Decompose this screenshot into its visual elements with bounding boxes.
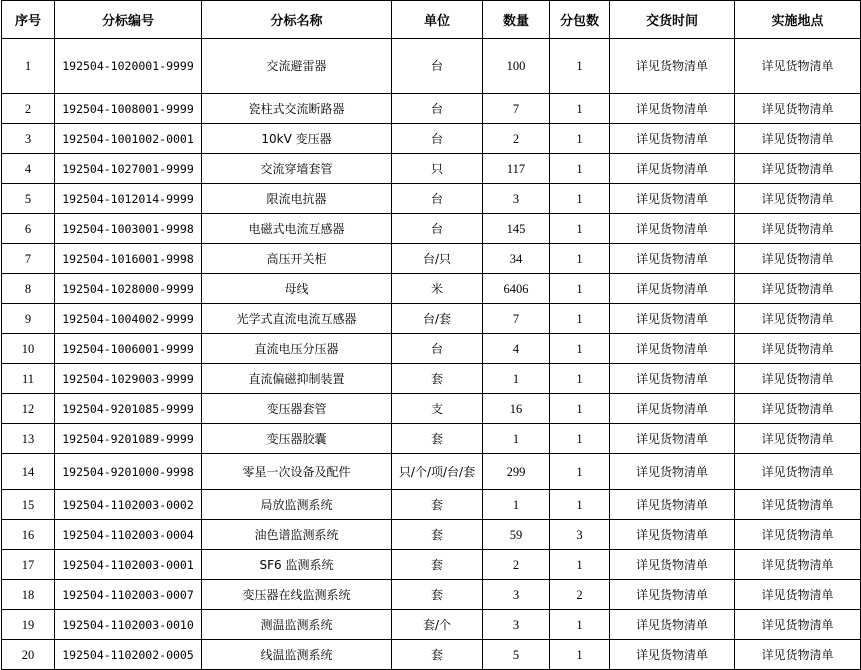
table-row bbox=[2, 610, 861, 640]
cell-delivery: 详见货物清单 bbox=[610, 424, 735, 454]
cell-qty: 3 bbox=[483, 184, 550, 214]
cell-delivery: 详见货物清单 bbox=[610, 394, 735, 424]
cell-name: 变压器在线监测系统 bbox=[202, 580, 392, 610]
cell-qty: 100 bbox=[483, 39, 550, 94]
cell-code: 192504-9201085-9999 bbox=[55, 394, 202, 424]
cell-location: 详见货物清单 bbox=[735, 490, 861, 520]
cell-unit: 台 bbox=[392, 214, 483, 244]
header-pkg: 分包数 bbox=[550, 1, 610, 39]
cell-no: 4 bbox=[2, 154, 55, 184]
cell-unit: 只/个/项/台/套 bbox=[392, 454, 483, 490]
table-row bbox=[2, 490, 861, 520]
cell-code: 192504-1029003-9999 bbox=[55, 364, 202, 394]
cell-delivery: 详见货物清单 bbox=[610, 184, 735, 214]
table-row bbox=[2, 124, 861, 154]
cell-code: 192504-1102003-0002 bbox=[55, 490, 202, 520]
cell-pkg: 1 bbox=[550, 214, 610, 244]
cell-delivery: 详见货物清单 bbox=[610, 580, 735, 610]
table-row bbox=[2, 334, 861, 364]
cell-name: 线温监测系统 bbox=[202, 640, 392, 670]
table-row bbox=[2, 214, 861, 244]
cell-name: 10kV 变压器 bbox=[202, 124, 392, 154]
cell-no: 20 bbox=[2, 640, 55, 670]
table-row bbox=[2, 550, 861, 580]
cell-no: 3 bbox=[2, 124, 55, 154]
cell-qty: 1 bbox=[483, 490, 550, 520]
cell-pkg: 1 bbox=[550, 304, 610, 334]
cell-unit: 套 bbox=[392, 364, 483, 394]
cell-unit: 套 bbox=[392, 520, 483, 550]
cell-no: 6 bbox=[2, 214, 55, 244]
cell-location: 详见货物清单 bbox=[735, 610, 861, 640]
cell-no: 9 bbox=[2, 304, 55, 334]
table-row bbox=[2, 364, 861, 394]
cell-delivery: 详见货物清单 bbox=[610, 610, 735, 640]
cell-unit: 套 bbox=[392, 424, 483, 454]
cell-pkg: 1 bbox=[550, 394, 610, 424]
cell-code: 192504-1102003-0010 bbox=[55, 610, 202, 640]
cell-name: 直流偏磁抑制装置 bbox=[202, 364, 392, 394]
cell-code: 192504-1006001-9999 bbox=[55, 334, 202, 364]
cell-no: 8 bbox=[2, 274, 55, 304]
cell-pkg: 1 bbox=[550, 244, 610, 274]
table-row bbox=[2, 304, 861, 334]
table-row bbox=[2, 274, 861, 304]
cell-pkg: 1 bbox=[550, 610, 610, 640]
cell-pkg: 1 bbox=[550, 490, 610, 520]
cell-code: 192504-1003001-9998 bbox=[55, 214, 202, 244]
cell-no: 10 bbox=[2, 334, 55, 364]
cell-unit: 台 bbox=[392, 94, 483, 124]
cell-no: 16 bbox=[2, 520, 55, 550]
cell-pkg: 1 bbox=[550, 550, 610, 580]
cell-name: 变压器套管 bbox=[202, 394, 392, 424]
cell-unit: 套 bbox=[392, 640, 483, 670]
cell-delivery: 详见货物清单 bbox=[610, 364, 735, 394]
table-body bbox=[2, 39, 861, 670]
cell-code: 192504-9201000-9998 bbox=[55, 454, 202, 490]
cell-code: 192504-1102002-0005 bbox=[55, 640, 202, 670]
cell-qty: 6406 bbox=[483, 274, 550, 304]
cell-pkg: 1 bbox=[550, 364, 610, 394]
cell-delivery: 详见货物清单 bbox=[610, 274, 735, 304]
cell-location: 详见货物清单 bbox=[735, 124, 861, 154]
cell-qty: 59 bbox=[483, 520, 550, 550]
cell-delivery: 详见货物清单 bbox=[610, 550, 735, 580]
header-delivery: 交货时间 bbox=[610, 1, 735, 39]
cell-name: 高压开关柜 bbox=[202, 244, 392, 274]
cell-name: 交流穿墙套管 bbox=[202, 154, 392, 184]
header-row bbox=[2, 1, 861, 39]
cell-location: 详见货物清单 bbox=[735, 94, 861, 124]
cell-pkg: 1 bbox=[550, 454, 610, 490]
cell-name: 限流电抗器 bbox=[202, 184, 392, 214]
cell-qty: 3 bbox=[483, 580, 550, 610]
cell-code: 192504-1020001-9999 bbox=[55, 39, 202, 94]
cell-pkg: 1 bbox=[550, 124, 610, 154]
cell-delivery: 详见货物清单 bbox=[610, 520, 735, 550]
cell-qty: 1 bbox=[483, 424, 550, 454]
cell-name: 零星一次设备及配件 bbox=[202, 454, 392, 490]
cell-code: 192504-1027001-9999 bbox=[55, 154, 202, 184]
cell-unit: 只 bbox=[392, 154, 483, 184]
cell-qty: 2 bbox=[483, 124, 550, 154]
cell-name: 油色谱监测系统 bbox=[202, 520, 392, 550]
cell-unit: 台 bbox=[392, 334, 483, 364]
cell-location: 详见货物清单 bbox=[735, 580, 861, 610]
cell-location: 详见货物清单 bbox=[735, 334, 861, 364]
cell-qty: 117 bbox=[483, 154, 550, 184]
cell-qty: 2 bbox=[483, 550, 550, 580]
cell-qty: 7 bbox=[483, 94, 550, 124]
cell-code: 192504-1004002-9999 bbox=[55, 304, 202, 334]
cell-unit: 套 bbox=[392, 580, 483, 610]
cell-location: 详见货物清单 bbox=[735, 304, 861, 334]
cell-name: SF6 监测系统 bbox=[202, 550, 392, 580]
cell-no: 14 bbox=[2, 454, 55, 490]
cell-qty: 3 bbox=[483, 610, 550, 640]
table-row bbox=[2, 154, 861, 184]
table-row bbox=[2, 184, 861, 214]
cell-unit: 台 bbox=[392, 39, 483, 94]
cell-qty: 7 bbox=[483, 304, 550, 334]
table-row bbox=[2, 640, 861, 670]
cell-name: 光学式直流电流互感器 bbox=[202, 304, 392, 334]
cell-no: 17 bbox=[2, 550, 55, 580]
bid-lot-table bbox=[1, 0, 861, 670]
cell-unit: 台 bbox=[392, 184, 483, 214]
cell-location: 详见货物清单 bbox=[735, 214, 861, 244]
cell-unit: 套/个 bbox=[392, 610, 483, 640]
cell-name: 变压器胶囊 bbox=[202, 424, 392, 454]
cell-no: 18 bbox=[2, 580, 55, 610]
cell-location: 详见货物清单 bbox=[735, 454, 861, 490]
cell-delivery: 详见货物清单 bbox=[610, 640, 735, 670]
cell-unit: 米 bbox=[392, 274, 483, 304]
table-row bbox=[2, 94, 861, 124]
cell-code: 192504-1016001-9998 bbox=[55, 244, 202, 274]
cell-qty: 16 bbox=[483, 394, 550, 424]
cell-name: 测温监测系统 bbox=[202, 610, 392, 640]
cell-qty: 1 bbox=[483, 364, 550, 394]
cell-no: 15 bbox=[2, 490, 55, 520]
cell-unit: 套 bbox=[392, 490, 483, 520]
cell-name: 母线 bbox=[202, 274, 392, 304]
cell-no: 11 bbox=[2, 364, 55, 394]
cell-location: 详见货物清单 bbox=[735, 274, 861, 304]
table-row bbox=[2, 580, 861, 610]
table-row bbox=[2, 454, 861, 490]
cell-pkg: 2 bbox=[550, 580, 610, 610]
cell-delivery: 详见货物清单 bbox=[610, 334, 735, 364]
cell-location: 详见货物清单 bbox=[735, 640, 861, 670]
cell-delivery: 详见货物清单 bbox=[610, 94, 735, 124]
cell-pkg: 1 bbox=[550, 274, 610, 304]
table-row bbox=[2, 394, 861, 424]
cell-code: 192504-1008001-9999 bbox=[55, 94, 202, 124]
cell-no: 1 bbox=[2, 39, 55, 94]
cell-pkg: 1 bbox=[550, 154, 610, 184]
header-location: 实施地点 bbox=[735, 1, 861, 39]
cell-pkg: 1 bbox=[550, 184, 610, 214]
cell-location: 详见货物清单 bbox=[735, 184, 861, 214]
cell-qty: 299 bbox=[483, 454, 550, 490]
cell-unit: 台/只 bbox=[392, 244, 483, 274]
cell-location: 详见货物清单 bbox=[735, 520, 861, 550]
cell-code: 192504-1012014-9999 bbox=[55, 184, 202, 214]
header-name: 分标名称 bbox=[202, 1, 392, 39]
cell-qty: 4 bbox=[483, 334, 550, 364]
cell-pkg: 3 bbox=[550, 520, 610, 550]
cell-name: 直流电压分压器 bbox=[202, 334, 392, 364]
cell-no: 2 bbox=[2, 94, 55, 124]
cell-location: 详见货物清单 bbox=[735, 550, 861, 580]
cell-no: 12 bbox=[2, 394, 55, 424]
cell-qty: 145 bbox=[483, 214, 550, 244]
cell-code: 192504-1001002-0001 bbox=[55, 124, 202, 154]
cell-name: 电磁式电流互感器 bbox=[202, 214, 392, 244]
cell-qty: 5 bbox=[483, 640, 550, 670]
table-row bbox=[2, 39, 861, 94]
cell-code: 192504-1102003-0004 bbox=[55, 520, 202, 550]
cell-delivery: 详见货物清单 bbox=[610, 454, 735, 490]
cell-delivery: 详见货物清单 bbox=[610, 244, 735, 274]
cell-code: 192504-1028000-9999 bbox=[55, 274, 202, 304]
cell-no: 7 bbox=[2, 244, 55, 274]
cell-location: 详见货物清单 bbox=[735, 394, 861, 424]
cell-unit: 套 bbox=[392, 550, 483, 580]
cell-location: 详见货物清单 bbox=[735, 364, 861, 394]
cell-delivery: 详见货物清单 bbox=[610, 124, 735, 154]
cell-delivery: 详见货物清单 bbox=[610, 304, 735, 334]
cell-delivery: 详见货物清单 bbox=[610, 490, 735, 520]
cell-pkg: 1 bbox=[550, 94, 610, 124]
cell-location: 详见货物清单 bbox=[735, 244, 861, 274]
cell-unit: 支 bbox=[392, 394, 483, 424]
cell-code: 192504-1102003-0007 bbox=[55, 580, 202, 610]
header-code: 分标编号 bbox=[55, 1, 202, 39]
table-row bbox=[2, 244, 861, 274]
cell-location: 详见货物清单 bbox=[735, 424, 861, 454]
table-row bbox=[2, 424, 861, 454]
cell-delivery: 详见货物清单 bbox=[610, 214, 735, 244]
cell-unit: 台 bbox=[392, 124, 483, 154]
cell-pkg: 1 bbox=[550, 39, 610, 94]
cell-pkg: 1 bbox=[550, 424, 610, 454]
cell-location: 详见货物清单 bbox=[735, 39, 861, 94]
header-unit: 单位 bbox=[392, 1, 483, 39]
cell-no: 13 bbox=[2, 424, 55, 454]
cell-delivery: 详见货物清单 bbox=[610, 39, 735, 94]
cell-name: 局放监测系统 bbox=[202, 490, 392, 520]
cell-pkg: 1 bbox=[550, 334, 610, 364]
cell-unit: 台/套 bbox=[392, 304, 483, 334]
cell-name: 瓷柱式交流断路器 bbox=[202, 94, 392, 124]
cell-location: 详见货物清单 bbox=[735, 154, 861, 184]
header-no: 序号 bbox=[2, 1, 55, 39]
cell-no: 5 bbox=[2, 184, 55, 214]
cell-pkg: 1 bbox=[550, 640, 610, 670]
cell-name: 交流避雷器 bbox=[202, 39, 392, 94]
cell-delivery: 详见货物清单 bbox=[610, 154, 735, 184]
header-qty: 数量 bbox=[483, 1, 550, 39]
cell-qty: 34 bbox=[483, 244, 550, 274]
cell-code: 192504-1102003-0001 bbox=[55, 550, 202, 580]
cell-code: 192504-9201089-9999 bbox=[55, 424, 202, 454]
cell-no: 19 bbox=[2, 610, 55, 640]
table-row bbox=[2, 520, 861, 550]
